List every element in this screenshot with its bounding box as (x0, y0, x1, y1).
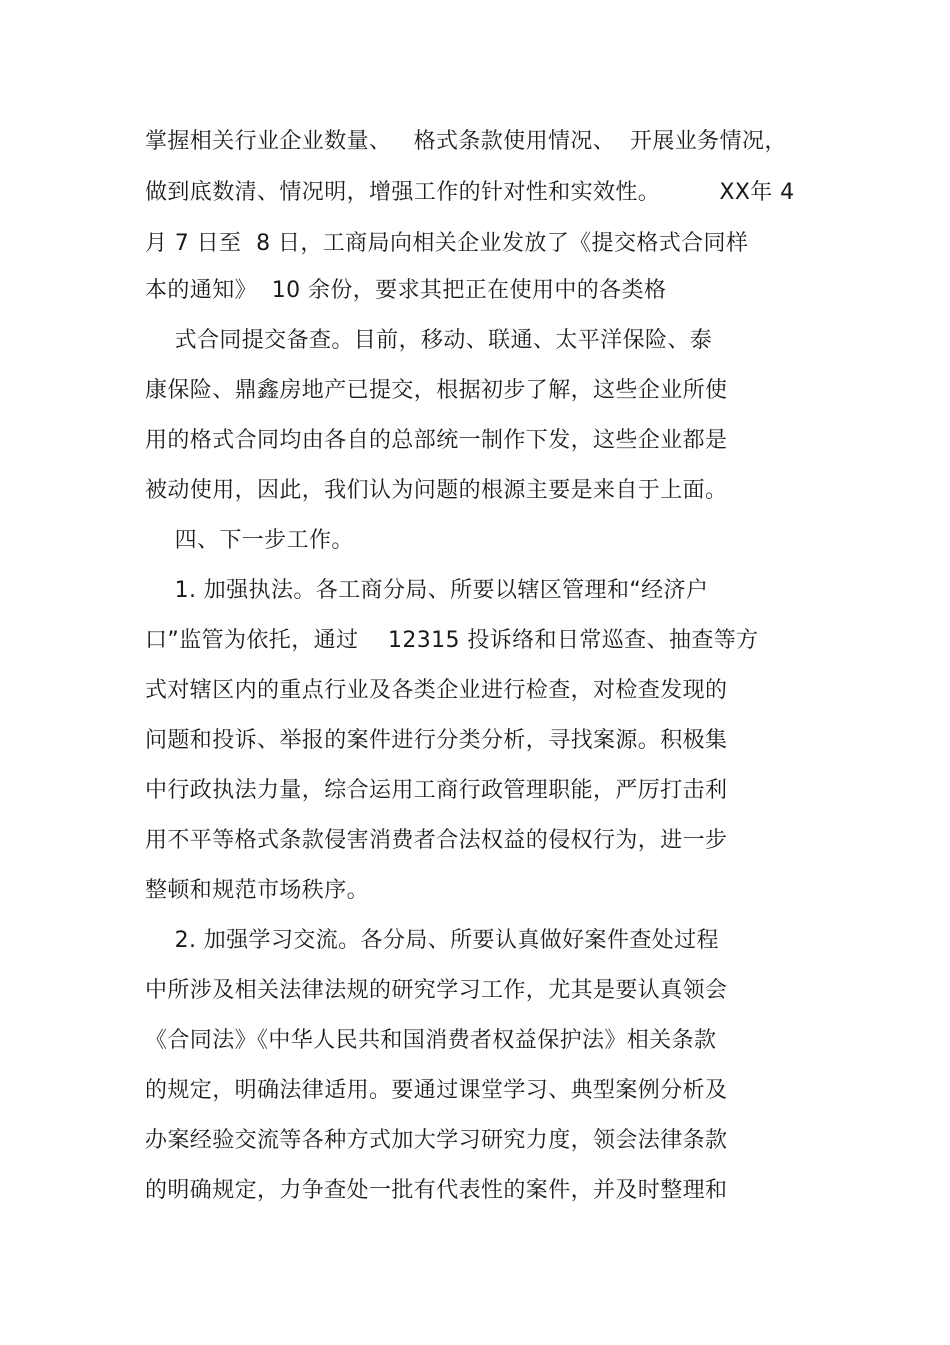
text-line: 式对辖区内的重点行业及各类企业进行检查，对检查发现的 (145, 678, 728, 703)
text-line: 用的格式合同均由各自的总部统一制作下发，这些企业都是 (145, 428, 728, 453)
text-line: 整顿和规范市场秩序。 (145, 878, 370, 903)
text-line: 用不平等格式条款侵害消费者合法权益的侵权行为，进一步 (145, 828, 728, 853)
text-line: 问题和投诉、举报的案件进行分类分析，寻找案源。积极集 (145, 728, 728, 753)
text-line: 1. 加强执法。各工商分局、所要以辖区管理和“经济户 (145, 578, 709, 603)
text-line: 被动使用，因此，我们认为问题的根源主要是来自于上面。 (145, 478, 728, 503)
text-line: 的明确规定，力争查处一批有代表性的案件，并及时整理和 (145, 1178, 728, 1203)
text-line: 本的通知》 10 余份，要求其把正在使用中的各类格 (145, 278, 667, 303)
text-line: 掌握相关行业企业数量、 格式条款使用情况、 开展业务情况， (145, 129, 787, 154)
text-line: 康保险、鼎鑫房地产已提交，根据初步了解，这些企业所使 (145, 378, 728, 403)
text-line: 办案经验交流等各种方式加大学习研究力度，领会法律条款 (145, 1128, 728, 1153)
text-line: 口”监管为依托，通过 12315 投诉络和日常巡查、抽查等方 (145, 628, 759, 653)
text-line: 月 7 日至 8 日，工商局向相关企业发放了《提交格式合同样 (145, 231, 749, 256)
text-line: 做到底数清、情况明，增强工作的针对性和实效性。 XX年 4 (145, 180, 795, 205)
text-line: 式合同提交备查。目前，移动、联通、太平洋保险、泰 (145, 328, 713, 353)
text-line: 《合同法》《中华人民共和国消费者权益保护法》相关条款 (145, 1028, 717, 1053)
section-heading: 四、下一步工作。 (145, 528, 354, 553)
text-line: 中所涉及相关法律法规的研究学习工作，尤其是要认真领会 (145, 978, 728, 1003)
text-line: 中行政执法力量，综合运用工商行政管理职能，严厉打击利 (145, 778, 728, 803)
text-line: 2. 加强学习交流。各分局、所要认真做好案件查处过程 (145, 928, 719, 953)
text-line: 的规定，明确法律适用。要通过课堂学习、典型案例分析及 (145, 1078, 728, 1103)
